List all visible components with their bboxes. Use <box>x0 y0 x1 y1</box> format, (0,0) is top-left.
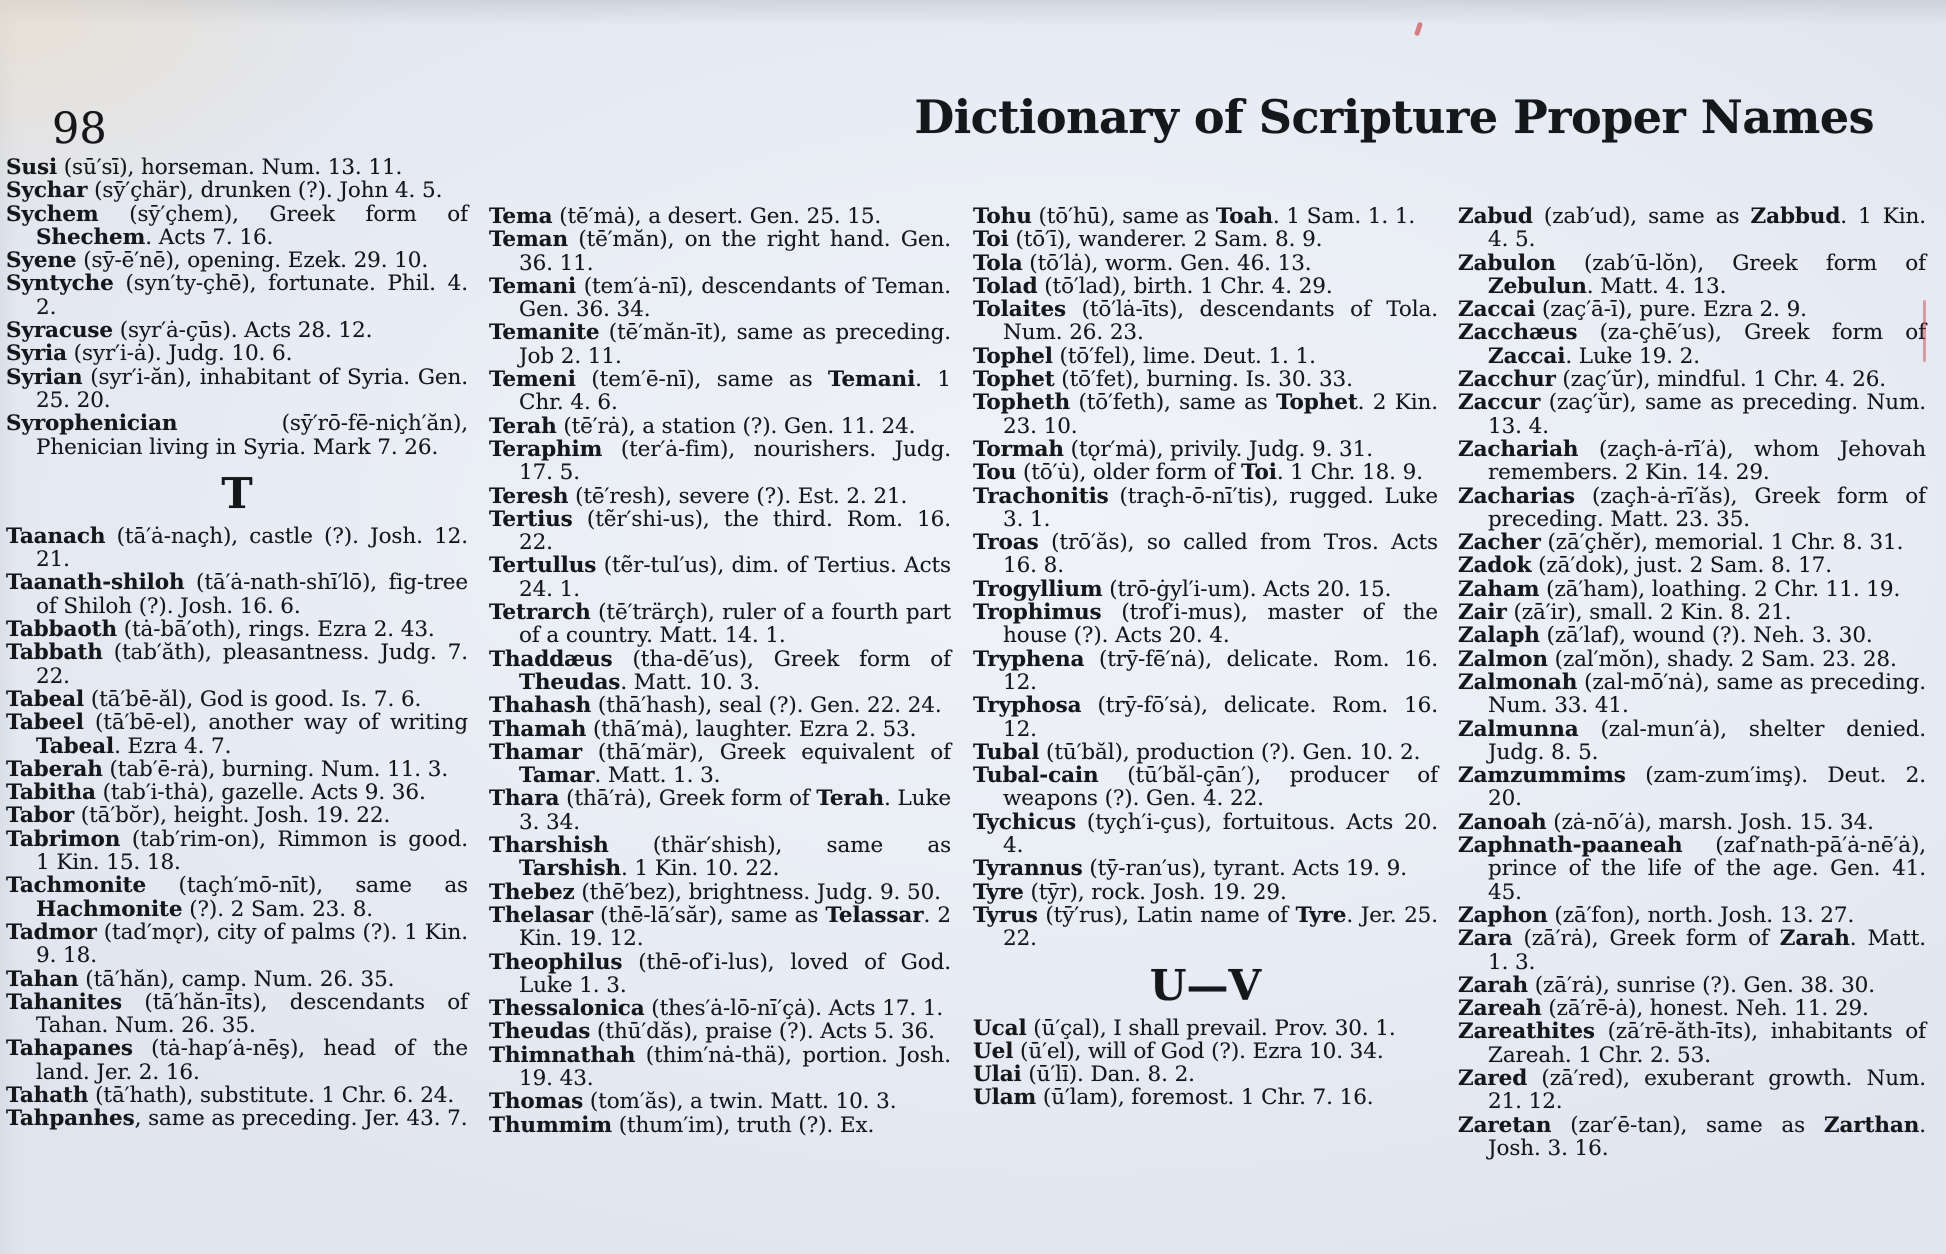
dictionary-entry: Thimnathah (thim′nȧ-thä), portion. Josh. 19. 43. <box>489 1042 951 1091</box>
dictionary-entry: Sychar (sȳ′çhär), drunken (?). John 4. 5. <box>6 178 443 204</box>
page-number: 98 <box>52 104 107 154</box>
dictionary-entry: Tychicus (tyçh′i-çus), fortuitous. Acts 20. 4. <box>973 809 1438 859</box>
dictionary-entry: Zaccur (zaç′ŭr), same as preceding. Num. 13. 4. <box>1458 390 1926 439</box>
entry-headword: Zabud <box>1458 204 1533 229</box>
entry-headword: Theophilus <box>489 949 623 975</box>
entry-headword: Zaretan <box>1458 1112 1552 1138</box>
dictionary-entry: Zair (zā′ir), small. 2 Kin. 8. 21. <box>1458 600 1792 626</box>
dictionary-entry: Tola (tō′lȧ), worm. Gen. 46. 13. <box>973 250 1312 276</box>
entry-headword: Sychem <box>6 201 99 227</box>
dictionary-entry: Zacchur (zaç′ŭr), mindful. 1 Chr. 4. 26. <box>1458 367 1887 393</box>
dictionary-entry: Tahath (tā′hath), substitute. 1 Chr. 6. 24. <box>6 1082 455 1108</box>
entry-headword: Tubal-cain <box>973 763 1099 789</box>
entry-headword: Temeni <box>489 367 576 393</box>
entry-headword: Tyrus <box>973 902 1038 928</box>
entry-headword: Tadmor <box>6 919 97 945</box>
dictionary-entry: Zanoah (zȧ-nō′ȧ), marsh. Josh. 15. 34. <box>1458 809 1874 835</box>
entry-headword: Zarah <box>1458 972 1529 998</box>
column-4 <box>1458 205 1926 1160</box>
entry-headword: Ucal <box>973 1015 1027 1041</box>
dictionary-entry: Tharshish (thär′shish), same as Tarshish. 1 Kin. 10. 22. <box>489 833 951 882</box>
dictionary-entry: Zabud (zab′ud), same as Zabbud. 1 Kin. 4. 5. <box>1458 204 1926 253</box>
entry-headword: Trachonitis <box>973 483 1109 509</box>
dictionary-entry: Trophimus (trof′i-mus), master of the house (?). Acts 20. 4. <box>973 600 1438 649</box>
dictionary-entry: Thummim (thum′im), truth (?). Ex. <box>489 1112 875 1138</box>
entry-headword: Tola <box>973 250 1023 276</box>
entry-headword: Tyre <box>973 879 1024 905</box>
entry-headword: Zaphon <box>1458 902 1548 928</box>
dictionary-entry: Tabbaoth (tȧ-bā′oth), rings. Ezra 2. 43. <box>6 617 435 643</box>
dictionary-entry: Zadok (zā′dok), just. 2 Sam. 8. 17. <box>1458 553 1832 579</box>
entry-headword: Theudas <box>489 1019 591 1045</box>
dictionary-entry: Thahash (thā′hash), seal (?). Gen. 22. 24. <box>489 693 942 719</box>
entry-headword: Zanoah <box>1458 809 1547 835</box>
dictionary-entry: Syene (sȳ-ē′nē), opening. Ezek. 29. 10. <box>6 248 429 274</box>
dictionary-entry: Zareathites (zā′rē-ăth-īts), inhabitants of Zareah. 1 Chr. 2. 53. <box>1458 1019 1926 1068</box>
dictionary-entry: Ucal (ū′çal), I shall prevail. Prov. 30. 1. <box>973 1015 1396 1041</box>
entry-headword: Tahath <box>6 1082 89 1108</box>
section-heading: T <box>221 468 253 518</box>
dictionary-entry: Zaphnath-paaneah (zaf′nath-pā′ȧ-nē′ȧ), prince of the life of the age. Gen. 41. 45. <box>1458 833 1926 905</box>
entry-headword: Uel <box>973 1038 1014 1064</box>
entry-headword: Temani <box>489 273 577 299</box>
dictionary-entry: Tadmor (tad′mǫr), city of palms (?). 1 Kin. 9. 18. <box>6 919 468 969</box>
entry-headword: Syrian <box>6 364 83 390</box>
dictionary-entry: Zalaph (zā′laf), wound (?). Neh. 3. 30. <box>1458 623 1873 649</box>
column-3 <box>973 205 1438 1110</box>
dictionary-entry: Trogyllium (trō-ġyl′i-um). Acts 20. 15. <box>973 576 1392 602</box>
dictionary-entry: Taberah (tab′ē-rȧ), burning. Num. 11. 3. <box>6 756 449 782</box>
entry-crossref: Terah <box>816 786 885 812</box>
entry-crossref: Toah <box>1215 204 1273 229</box>
dictionary-entry: Ulam (ū′lam), foremost. 1 Chr. 7. 16. <box>973 1085 1374 1111</box>
entry-headword: Teresh <box>489 483 569 509</box>
dictionary-entry: Tahanites (tā′hăn-īts), descendants of Tahan. Num. 26. 35. <box>6 989 468 1039</box>
entry-headword: Zaphnath-paaneah <box>1458 833 1683 859</box>
entry-headword: Troas <box>973 530 1039 556</box>
dictionary-entry: Troas (trō′ăs), so called from Tros. Acts 16. 8. <box>973 530 1438 579</box>
dictionary-entry: Zalmunna (zal-mun′ȧ), shelter denied. Judg. 8. 5. <box>1458 716 1926 765</box>
dictionary-entry: Tertullus (tẽr-tul′us), dim. of Tertius. Acts 24. 1. <box>489 553 951 602</box>
entry-crossref: Tarshish <box>519 856 622 882</box>
entry-headword: Thelasar <box>489 902 593 928</box>
dictionary-entry: Theophilus (thē-of′i-lus), loved of God. Luke 1. 3. <box>489 949 951 998</box>
entry-headword: Taanath-shiloh <box>6 570 185 596</box>
entry-headword: Tharshish <box>489 833 609 859</box>
entry-headword: Tabeal <box>6 686 85 712</box>
entry-headword: Trophimus <box>973 600 1102 626</box>
entry-headword: Thessalonica <box>489 996 645 1022</box>
scan-artifact-mark <box>1414 22 1423 37</box>
dictionary-entry: Syrophenician (sȳ′rō-fē-niçh′ăn), Phenician living in Syria. Mark 7. 26. <box>6 411 468 460</box>
entry-headword: Tou <box>973 460 1017 486</box>
dictionary-entry: Thamar (thā′mär), Greek equivalent of Tamar. Matt. 1. 3. <box>489 739 951 789</box>
dictionary-entry: Toi (tō′ī), wanderer. 2 Sam. 8. 9. <box>973 227 1323 253</box>
dictionary-entry: Syria (syr′i-ȧ). Judg. 10. 6. <box>6 341 293 367</box>
entry-headword: Syracuse <box>6 318 113 344</box>
entry-headword: Thummim <box>489 1112 612 1138</box>
entry-headword: Syria <box>6 341 67 367</box>
dictionary-entry: Thomas (tom′ăs), a twin. Matt. 10. 3. <box>489 1089 897 1115</box>
entry-headword: Zalaph <box>1458 623 1540 649</box>
dictionary-entry: Tyrannus (tȳ-ran′us), tyrant. Acts 19. 9. <box>973 856 1407 882</box>
entry-headword: Tubal <box>973 739 1040 765</box>
entry-headword: Tabrimon <box>6 826 121 852</box>
dictionary-entry: Tophel (tō′fel), lime. Deut. 1. 1. <box>973 343 1316 369</box>
entry-headword: Zared <box>1458 1065 1528 1091</box>
dictionary-entry: Tou (tō′u̇), older form of Toi. 1 Chr. 18. 9. <box>973 460 1423 486</box>
dictionary-entry: Zaretan (zar′ē-tan), same as Zarthan. Josh. 3. 16. <box>1458 1112 1926 1161</box>
dictionary-entry: Temanite (tē′măn-īt), same as preceding. Job 2. 11. <box>489 320 951 369</box>
entry-headword: Terah <box>489 413 557 439</box>
dictionary-entry: Tolaites (tō′lȧ-īts), descendants of Tola. Num. 26. 23. <box>973 297 1438 346</box>
entry-headword: Taanach <box>6 523 106 549</box>
entry-headword: Zara <box>1458 926 1513 952</box>
entry-headword: Zachariah <box>1458 436 1579 462</box>
entry-headword: Zacher <box>1458 530 1541 556</box>
entry-headword: Thaddæus <box>489 646 613 672</box>
entry-headword: Tabitha <box>6 780 96 806</box>
dictionary-entry: Tahapanes (tȧ-hap′ȧ-nēş), head of the land. Jer. 2. 16. <box>6 1036 468 1085</box>
page-title: Dictionary of Scripture Proper Names <box>914 90 1874 144</box>
dictionary-entry: Zachariah (zaçh-ȧ-rī′ȧ), whom Jehovah remembers. 2 Kin. 14. 29. <box>1458 436 1926 486</box>
entry-crossref: Tyre <box>1295 902 1347 928</box>
dictionary-entry: Tabeal (tā′bē-ăl), God is good. Is. 7. 6. <box>6 686 422 712</box>
entry-headword: Thebez <box>489 879 575 905</box>
dictionary-entry: Teraphim (ter′ȧ-fim), nourishers. Judg. 17. 5. <box>489 436 951 486</box>
dictionary-entry: Zareah (zā′rē-ȧ), honest. Neh. 11. 29. <box>1458 996 1869 1022</box>
dictionary-entry: Thamah (thā′mȧ), laughter. Ezra 2. 53. <box>489 716 917 742</box>
entry-headword: Thahash <box>489 693 592 719</box>
entry-headword: Zaccai <box>1458 297 1536 323</box>
section-heading: U—V <box>1149 960 1262 1010</box>
entry-crossref: Zarthan <box>1823 1112 1920 1138</box>
entry-crossref: Temani <box>828 367 916 393</box>
entry-headword: Tahapanes <box>6 1036 133 1062</box>
entry-headword: Zacchur <box>1458 367 1556 393</box>
entry-headword: Tophel <box>973 343 1053 369</box>
entry-headword: Thimnathah <box>489 1042 636 1068</box>
entry-headword: Syene <box>6 248 77 274</box>
entry-crossref: Zebulun <box>1488 273 1587 299</box>
entry-headword: Thamar <box>489 739 582 765</box>
entry-headword: Syntyche <box>6 271 114 297</box>
entry-headword: Tophet <box>973 367 1055 393</box>
entry-headword: Tahanites <box>6 989 123 1015</box>
dictionary-entry: Thaddæus (tha-dē′us), Greek form of Theudas. Matt. 10. 3. <box>489 646 951 695</box>
entry-headword: Tabbaoth <box>6 617 117 643</box>
dictionary-entry: Tachmonite (taçh′mō-nīt), same as Hachmonite (?). 2 Sam. 23. 8. <box>6 873 468 922</box>
dictionary-entry: Tormah (tǫr′mȧ), privily. Judg. 9. 31. <box>973 436 1373 462</box>
entry-headword: Susi <box>6 155 58 180</box>
scan-artifact-line <box>1923 300 1926 362</box>
entry-headword: Tahan <box>6 966 79 992</box>
dictionary-entry: Zarah (zā′rȧ), sunrise (?). Gen. 38. 30. <box>1458 972 1875 998</box>
entry-headword: Zaccur <box>1458 390 1541 416</box>
dictionary-entry: Tema (tē′mȧ), a desert. Gen. 25. 15. <box>489 204 882 229</box>
dictionary-entry: Tyre (tȳr), rock. Josh. 19. 29. <box>973 879 1287 905</box>
dictionary-entry: Tohu (tō′hū), same as Toah. 1 Sam. 1. 1. <box>973 204 1416 229</box>
entry-crossref: Zaccai <box>1488 343 1566 369</box>
dictionary-entry: Zacchæus (za-çhē′us), Greek form of Zaccai. Luke 19. 2. <box>1458 320 1926 369</box>
entry-headword: Tahpanhes <box>6 1106 135 1132</box>
entry-headword: Sychar <box>6 178 88 204</box>
dictionary-entry: Tolad (tō′lad), birth. 1 Chr. 4. 29. <box>973 273 1333 299</box>
dictionary-entry: Teresh (tē′resh), severe (?). Est. 2. 21. <box>489 483 908 509</box>
entry-headword: Teman <box>489 227 569 253</box>
dictionary-entry: Temani (tem′ȧ-nī), descendants of Teman. Gen. 36. 34. <box>489 273 951 323</box>
dictionary-entry: Zaham (zā′ham), loathing. 2 Chr. 11. 19. <box>1458 576 1901 602</box>
entry-headword: Zalmonah <box>1458 669 1578 695</box>
dictionary-entry: Zaphon (zā′fon), north. Josh. 13. 27. <box>1458 902 1855 928</box>
dictionary-entry: Tabeel (tā′bē-el), another way of writing Tabeal. Ezra 4. 7. <box>6 710 468 759</box>
entry-headword: Thamah <box>489 716 587 742</box>
entry-headword: Tormah <box>973 436 1064 462</box>
entry-headword: Zareah <box>1458 996 1542 1022</box>
entry-headword: Zaham <box>1458 576 1540 602</box>
dictionary-entry: Zalmon (zal′mŏn), shady. 2 Sam. 23. 28. <box>1458 646 1897 672</box>
entry-headword: Zacharias <box>1458 483 1575 509</box>
entry-headword: Tertius <box>489 506 573 532</box>
dictionary-entry: Zabulon (zab′ū-lŏn), Greek form of Zebulun. Matt. 4. 13. <box>1458 250 1926 299</box>
dictionary-entry: Syracuse (syr′ȧ-çūs). Acts 28. 12. <box>6 318 373 344</box>
dictionary-entry: Teman (tē′măn), on the right hand. Gen. 36. 11. <box>489 227 951 276</box>
dictionary-entry: Tryphosa (trȳ-fō′sȧ), delicate. Rom. 16. 12. <box>973 693 1438 742</box>
dictionary-entry: Topheth (tō′feth), same as Tophet. 2 Kin. 23. 10. <box>973 390 1438 439</box>
dictionary-entry: Tubal-cain (tū′băl-çān′), producer of weapons (?). Gen. 4. 22. <box>973 763 1438 812</box>
entry-headword: Zabulon <box>1458 250 1556 276</box>
dictionary-entry: Syntyche (syn′ty-çhē), fortunate. Phil. 4. 2. <box>6 271 468 320</box>
dictionary-entry: Ulai (ū′lī). Dan. 8. 2. <box>973 1062 1195 1088</box>
entry-headword: Tohu <box>973 204 1032 229</box>
entry-headword: Tabeel <box>6 710 84 736</box>
dictionary-entry: Tophet (tō′fet), burning. Is. 30. 33. <box>973 367 1353 393</box>
dictionary-entry: Tahpanhes, same as preceding. Jer. 43. 7. <box>6 1106 468 1132</box>
dictionary-entry: Tahan (tā′hăn), camp. Num. 26. 35. <box>6 966 395 992</box>
entry-headword: Tabbath <box>6 640 103 666</box>
entry-headword: Trogyllium <box>973 576 1103 602</box>
dictionary-entry: Tabrimon (tab′rim-on), Rimmon is good. 1 Kin. 15. 18. <box>6 826 468 876</box>
dictionary-entry: Thessalonica (thes′ȧ-lō-nī′çȧ). Acts 17. 1. <box>489 996 944 1022</box>
entry-headword: Zair <box>1458 600 1507 626</box>
entry-headword: Tabor <box>6 803 75 829</box>
dictionary-entry: Temeni (tem′ē-nī), same as Temani. 1 Chr. 4. 6. <box>489 367 951 416</box>
entry-headword: Ulai <box>973 1062 1022 1088</box>
entry-crossref: Tophet <box>1276 390 1358 416</box>
entry-crossref: Zabbud <box>1750 204 1841 229</box>
entry-crossref: Theudas <box>519 669 621 695</box>
column-2 <box>489 205 951 1137</box>
entry-headword: Tachmonite <box>6 873 147 899</box>
entry-headword: Thara <box>489 786 560 812</box>
entry-crossref: Tamar <box>519 763 595 789</box>
dictionary-entry: Tyrus (tȳ′rus), Latin name of Tyre. Jer. 25. 22. <box>973 902 1438 952</box>
entry-headword: Thomas <box>489 1089 584 1115</box>
dictionary-entry: Zacharias (zaçh-ȧ-rī′ăs), Greek form of preceding. Matt. 23. 35. <box>1458 483 1926 532</box>
entry-headword: Zareathites <box>1458 1019 1595 1045</box>
dictionary-entry: Tabbath (tab′ăth), pleasantness. Judg. 7. 22. <box>6 640 468 689</box>
dictionary-entry: Zara (zā′rȧ), Greek form of Zarah. Matt. 1. 3. <box>1458 926 1926 975</box>
entry-crossref: Telassar <box>825 902 924 928</box>
entry-headword: Tychicus <box>973 809 1077 835</box>
dictionary-entry: Zalmonah (zal-mō′nȧ), same as preceding. Num. 33. 41. <box>1458 669 1926 719</box>
dictionary-entry: Thebez (thē′bez), brightness. Judg. 9. 50. <box>489 879 941 905</box>
dictionary-entry: Tertius (tẽr′shi-us), the third. Rom. 16. 22. <box>489 506 951 556</box>
entry-headword: Zalmon <box>1458 646 1548 672</box>
dictionary-entry: Theudas (thū′dăs), praise (?). Acts 5. 36. <box>489 1019 935 1045</box>
entry-headword: Tema <box>489 204 553 229</box>
dictionary-entry: Uel (ū′el), will of God (?). Ezra 10. 34. <box>973 1038 1384 1064</box>
dictionary-entry: Terah (tē′rȧ), a station (?). Gen. 11. 24. <box>489 413 916 439</box>
dictionary-entry: Taanach (tā′ȧ-naçh), castle (?). Josh. 12. 21. <box>6 523 468 573</box>
dictionary-entry: Zacher (zā′çhĕr), memorial. 1 Chr. 8. 31. <box>1458 530 1904 556</box>
entry-headword: Toi <box>973 227 1009 253</box>
entry-crossref: Toi <box>1241 460 1277 486</box>
entry-headword: Zalmunna <box>1458 716 1579 742</box>
dictionary-entry: Tabor (tā′bŏr), height. Josh. 19. 22. <box>6 803 391 829</box>
entry-headword: Topheth <box>973 390 1071 416</box>
entry-crossref: Shechem <box>36 224 146 250</box>
dictionary-entry: Trachonitis (traçh-ō-nī′tis), rugged. Luke 3. 1. <box>973 483 1438 532</box>
entry-crossref: Hachmonite <box>36 896 183 922</box>
entry-headword: Tyrannus <box>973 856 1083 882</box>
dictionary-entry: Syrian (syr′i-ăn), inhabitant of Syria. Gen. 25. 20. <box>6 364 468 413</box>
entry-headword: Zacchæus <box>1458 320 1578 346</box>
entry-crossref: Tabeal <box>36 733 115 759</box>
dictionary-entry: Tryphena (trȳ-fē′nȧ), delicate. Rom. 16. 12. <box>973 646 1438 695</box>
dictionary-entry: Sychem (sȳ′çhem), Greek form of Shechem. Acts 7. 16. <box>6 201 468 250</box>
entry-headword: Tetrarch <box>489 600 591 626</box>
entry-headword: Teraphim <box>489 436 603 462</box>
entry-headword: Zamzummims <box>1458 763 1626 789</box>
entry-headword: Tolaites <box>973 297 1067 323</box>
dictionary-entry: Tetrarch (tē′trärçh), ruler of a fourth part of a country. Matt. 14. 1. <box>489 600 951 649</box>
entry-headword: Tertullus <box>489 553 597 579</box>
entry-headword: Tryphosa <box>973 693 1082 719</box>
entry-headword: Taberah <box>6 756 103 782</box>
dictionary-entry: Zaccai (zaç′ā-ī), pure. Ezra 2. 9. <box>1458 297 1807 323</box>
dictionary-entry: Thara (thā′rȧ), Greek form of Terah. Luke 3. 34. <box>489 786 951 835</box>
entry-headword: Zadok <box>1458 553 1532 579</box>
entry-crossref: Zarah <box>1779 926 1850 952</box>
entry-headword: Syrophenician <box>6 411 178 437</box>
entry-headword: Ulam <box>973 1085 1037 1111</box>
entry-headword: Temanite <box>489 320 600 346</box>
dictionary-entry: Tabitha (tab′i-thȧ), gazelle. Acts 9. 36. <box>6 780 426 806</box>
column-1 <box>6 156 468 1131</box>
entry-headword: Tolad <box>973 273 1038 299</box>
dictionary-entry: Thelasar (thē-lā′săr), same as Telassar. 2 Kin. 19. 12. <box>489 902 951 952</box>
dictionary-entry: Zamzummims (zam-zum′imş). Deut. 2. 20. <box>1458 763 1926 812</box>
dictionary-entry: Tubal (tū′băl), production (?). Gen. 10. 2. <box>973 739 1421 765</box>
dictionary-entry: Susi (sū′sī), horseman. Num. 13. 11. <box>6 155 403 180</box>
dictionary-entry: Zared (zā′red), exuberant growth. Num. 21. 12. <box>1458 1065 1926 1115</box>
dictionary-entry: Taanath-shiloh (tā′ȧ-nath-shī′lō), fig-tree of Shiloh (?). Josh. 16. 6. <box>6 570 468 619</box>
entry-headword: Tryphena <box>973 646 1085 672</box>
